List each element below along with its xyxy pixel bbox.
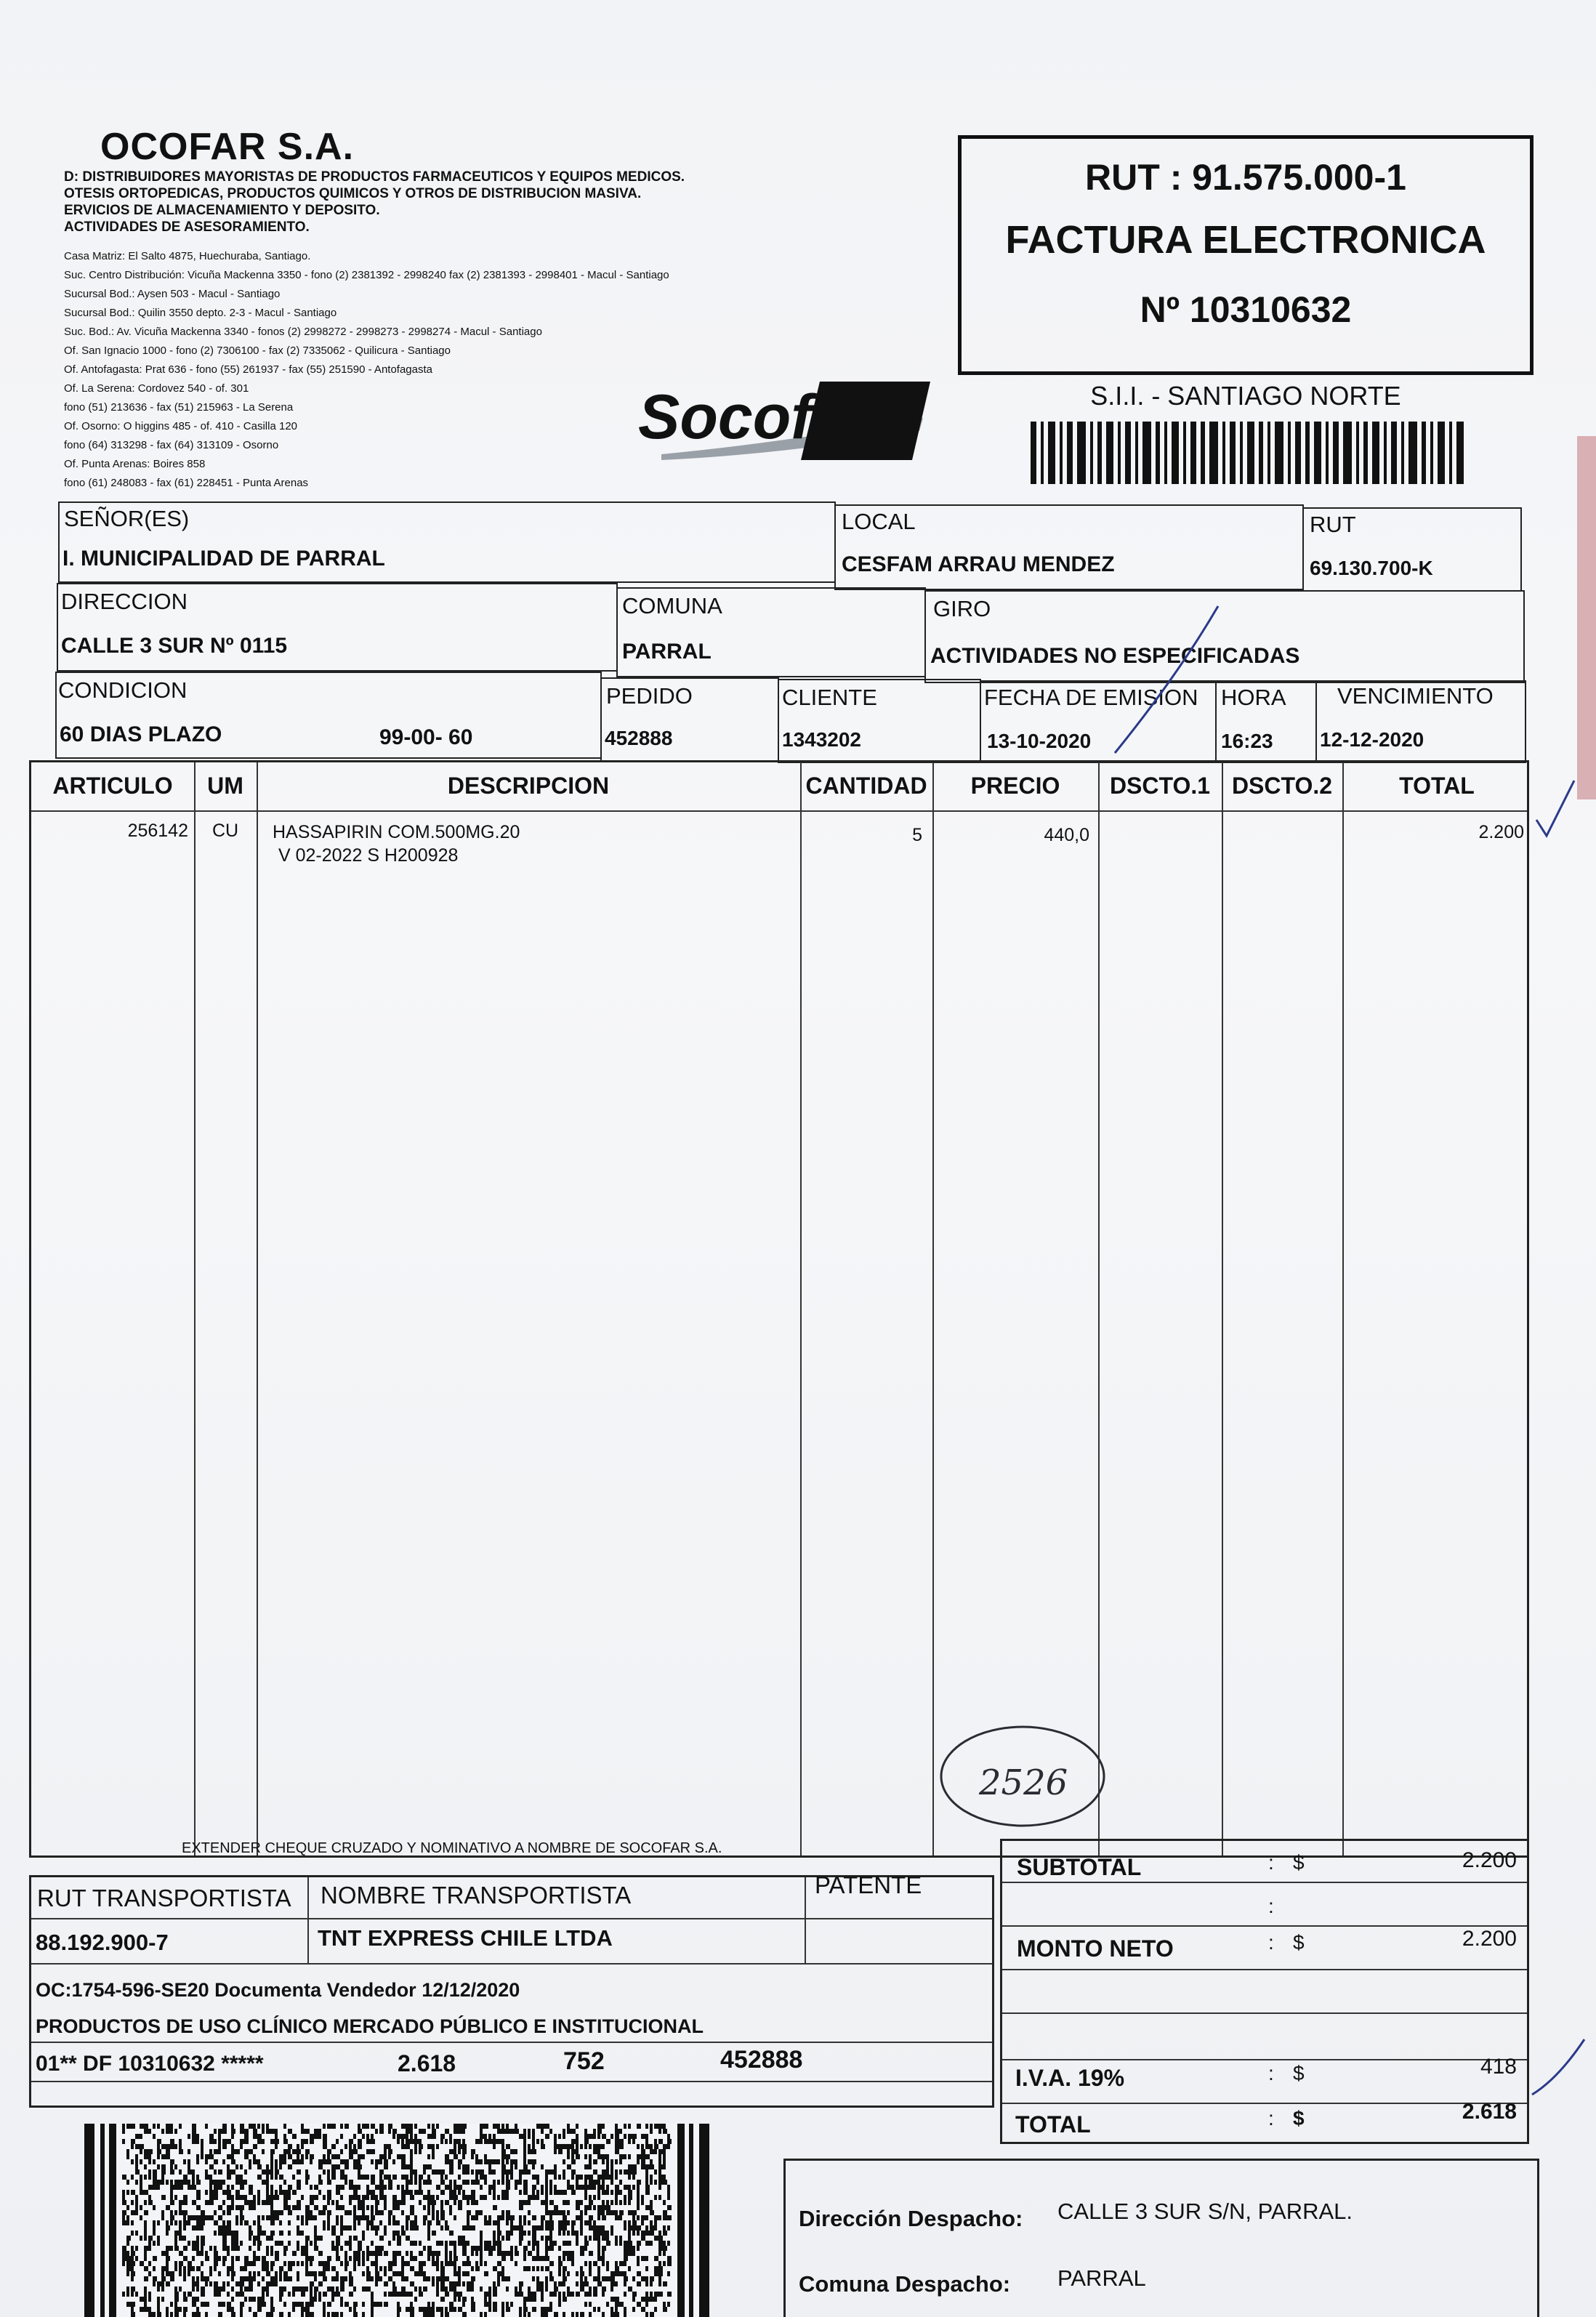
totals-divider xyxy=(1002,2012,1527,2014)
order-number: 452888 xyxy=(605,727,673,749)
subtotal-value: 2.200 xyxy=(1462,1848,1517,1872)
address-line: Suc. Bod.: Av. Vicuña Mackenna 3340 - fonos (2) 2998272 - 2998273 - 2998274 - Macul - Santiago xyxy=(64,326,542,338)
handwritten-circle-note xyxy=(935,1722,1110,1831)
col-divider xyxy=(194,762,196,1855)
company-name: OCOFAR S.A. xyxy=(100,126,355,168)
header-cantidad: CANTIDAD xyxy=(805,773,927,799)
senores-label: SEÑOR(ES) xyxy=(64,506,190,531)
transport-divider xyxy=(307,1877,309,1963)
dispatch-comuna-label: Comuna Despacho: xyxy=(799,2271,1011,2297)
neto-label: MONTO NETO xyxy=(1017,1935,1174,1962)
address-line: Suc. Centro Distribución: Vicuña Mackenna 3350 - fono (2) 2381392 - 2998240 fax (2) 2381393 - 2998401 - Macul - Santiago xyxy=(64,269,669,281)
business-line: OTESIS ORTOPEDICAS, PRODUCTOS QUIMICOS Y OTROS DE DISTRIBUCION MASIVA. xyxy=(64,186,642,201)
subtotal-colon: : xyxy=(1268,1851,1274,1874)
client-local: CESFAM ARRAU MENDEZ xyxy=(842,552,1115,576)
neto-currency: $ xyxy=(1293,1931,1305,1954)
client-comuna: PARRAL xyxy=(622,640,712,664)
client-name: I. MUNICIPALIDAD DE PARRAL xyxy=(63,547,385,571)
items-table xyxy=(29,760,1529,1858)
issue-time: 16:23 xyxy=(1221,730,1273,752)
address-line: Of. Osorno: O higgins 485 - of. 410 - Casilla 120 xyxy=(64,420,297,432)
issue-date: 13-10-2020 xyxy=(987,730,1092,752)
total-label: TOTAL xyxy=(1015,2111,1091,2137)
item-precio: 440,0 xyxy=(1044,825,1089,845)
giro-label: GIRO xyxy=(933,596,991,621)
oc-line: OC:1754-596-SE20 Documenta Vendedor 12/12/2020 xyxy=(36,1979,520,2001)
business-line: D: DISTRIBUIDORES MAYORISTAS DE PRODUCTOS FARMACEUTICOS Y EQUIPOS MEDICOS. xyxy=(64,169,685,185)
col-divider xyxy=(800,762,802,1855)
transport-rut-label: RUT TRANSPORTISTA xyxy=(37,1885,291,1911)
header-descripcion: DESCRIPCION xyxy=(447,773,610,799)
transport-divider xyxy=(31,2081,992,2082)
dispatch-comuna: PARRAL xyxy=(1057,2265,1146,2291)
header-um: UM xyxy=(207,773,243,799)
address-line: Sucursal Bod.: Aysen 503 - Macul - Santiago xyxy=(64,288,281,300)
transport-patente-label: PATENTE xyxy=(815,1871,922,1898)
subtotal-label: SUBTOTAL xyxy=(1017,1854,1142,1880)
hora-label: HORA xyxy=(1221,685,1286,710)
col-divider xyxy=(1342,762,1344,1855)
dispatch-box xyxy=(783,2159,1539,2317)
client-rut: 69.130.700-K xyxy=(1310,557,1433,579)
direccion-label: DIRECCION xyxy=(61,589,188,614)
col-divider xyxy=(1222,762,1223,1855)
address-line: Of. Antofagasta: Prat 636 - fono (55) 261937 - fax (55) 251590 - Antofagasta xyxy=(64,363,432,376)
iva-label: I.V.A. 19% xyxy=(1015,2065,1125,2091)
code-2: 452888 xyxy=(720,2046,803,2074)
address-line: Of. La Serena: Cordovez 540 - of. 301 xyxy=(64,382,249,395)
cheque-note: EXTENDER CHEQUE CRUZADO Y NOMINATIVO A NOMBRE DE SOCOFAR S.A. xyxy=(182,1840,722,1856)
product-line: PRODUCTOS DE USO CLÍNICO MERCADO PÚBLICO E INSTITUCIONAL xyxy=(36,2015,704,2037)
client-giro: ACTIVIDADES NO ESPECIFICADAS xyxy=(930,644,1300,668)
barcode-top xyxy=(1031,422,1467,484)
condition-code: 99-00- 60 xyxy=(379,725,473,749)
dispatch-address-label: Dirección Despacho: xyxy=(799,2206,1023,2231)
cliente-label: CLIENTE xyxy=(782,685,877,710)
dispatch-address: CALLE 3 SUR S/N, PARRAL. xyxy=(1057,2199,1353,2224)
header-dscto2: DSCTO.2 xyxy=(1231,773,1333,799)
vencimiento-label: VENCIMIENTO xyxy=(1337,683,1494,709)
item-description: HASSAPIRIN COM.500MG.20 xyxy=(273,822,520,842)
header-dscto1: DSCTO.1 xyxy=(1109,773,1211,799)
pen-check-mark xyxy=(1533,776,1577,842)
code-amount: 2.618 xyxy=(398,2050,456,2076)
pen-check-mark xyxy=(1529,2035,1587,2100)
iva-colon: : xyxy=(1268,2062,1274,2084)
transport-divider xyxy=(31,2042,992,2043)
iva-value: 418 xyxy=(1480,2055,1517,2079)
total-colon: : xyxy=(1268,2107,1274,2129)
address-line: Sucursal Bod.: Quilin 3550 depto. 2-3 - Macul - Santiago xyxy=(64,307,337,319)
item-articulo: 256142 xyxy=(127,821,188,841)
transport-name-label: NOMBRE TRANSPORTISTA xyxy=(321,1882,632,1909)
totals-divider xyxy=(1002,1969,1527,1970)
empty-row-colon: : xyxy=(1268,1895,1274,1917)
fecha-label: FECHA DE EMISION xyxy=(984,685,1198,710)
item-cantidad: 5 xyxy=(912,825,922,845)
address-line: fono (64) 313298 - fax (64) 313109 - Osorno xyxy=(64,439,279,451)
item-description-lot: V 02-2022 S H200928 xyxy=(278,845,459,866)
page-edge-shadow xyxy=(1577,436,1596,799)
transport-rut: 88.192.900-7 xyxy=(36,1930,169,1955)
header-precio: PRECIO xyxy=(970,773,1060,799)
condicion-label: CONDICION xyxy=(58,677,188,703)
header-total: TOTAL xyxy=(1399,773,1475,799)
handwritten-number: 2526 xyxy=(979,1762,1068,1803)
rut-box xyxy=(958,135,1533,375)
business-line: ACTIVIDADES DE ASESORAMIENTO. xyxy=(64,219,310,235)
items-header-divider xyxy=(31,810,1527,812)
client-code: 1343202 xyxy=(782,728,862,751)
address-line: Of. Punta Arenas: Boires 858 xyxy=(64,458,206,470)
col-divider xyxy=(257,762,258,1855)
address-line: fono (51) 213636 - fax (51) 215963 - La Serena xyxy=(64,401,294,414)
logo-text: Socofar xyxy=(638,382,871,452)
totals-box xyxy=(1000,1839,1529,2144)
giro-cell xyxy=(924,590,1525,683)
business-line: ERVICIOS DE ALMACENAMIENTO Y DEPOSITO. xyxy=(64,203,380,218)
sii-office: S.I.I. - SANTIAGO NORTE xyxy=(1090,381,1401,411)
total-value: 2.618 xyxy=(1462,2100,1517,2124)
issuer-rut: RUT : 91.575.000-1 xyxy=(1085,157,1406,198)
local-label: LOCAL xyxy=(842,509,916,534)
item-total: 2.200 xyxy=(1478,822,1524,842)
code-prefix: 01** DF 10310632 ***** xyxy=(36,2052,264,2076)
col-divider xyxy=(1098,762,1100,1855)
transport-divider xyxy=(805,1877,806,1963)
item-um: CU xyxy=(211,821,239,841)
address-line: fono (61) 248083 - fax (61) 228451 - Punta Arenas xyxy=(64,477,309,489)
company-business-lines xyxy=(64,169,972,235)
totals-divider xyxy=(1002,1882,1527,1883)
transport-divider xyxy=(31,1963,992,1965)
col-divider xyxy=(932,762,934,1855)
iva-currency: $ xyxy=(1293,2062,1305,2084)
payment-condition: 60 DIAS PLAZO xyxy=(60,722,222,746)
total-currency: $ xyxy=(1293,2107,1305,2129)
pedido-label: PEDIDO xyxy=(606,683,693,709)
rut-label: RUT xyxy=(1310,512,1356,537)
address-line: Casa Matriz: El Salto 4875, Huechuraba, Santiago. xyxy=(64,250,311,262)
transport-name: TNT EXPRESS CHILE LTDA xyxy=(318,1925,613,1951)
neto-value: 2.200 xyxy=(1462,1927,1517,1951)
transport-block xyxy=(29,1871,994,2108)
socofar-logo xyxy=(632,374,938,476)
transport-divider xyxy=(31,1918,992,1919)
pdf417-barcode xyxy=(84,2124,709,2317)
invoice-number: Nº 10310632 xyxy=(1140,289,1352,330)
due-date: 12-12-2020 xyxy=(1320,728,1424,751)
code-1: 752 xyxy=(563,2047,605,2075)
header-articulo: ARTICULO xyxy=(52,773,173,799)
subtotal-currency: $ xyxy=(1293,1851,1305,1874)
address-line: Of. San Ignacio 1000 - fono (2) 7306100 - fax (2) 7335062 - Quilicura - Santiago xyxy=(64,344,451,357)
neto-colon: : xyxy=(1268,1931,1274,1954)
document-type: FACTURA ELECTRONICA xyxy=(1005,218,1486,262)
comuna-label: COMUNA xyxy=(622,593,722,618)
client-address: CALLE 3 SUR Nº 0115 xyxy=(61,634,288,658)
